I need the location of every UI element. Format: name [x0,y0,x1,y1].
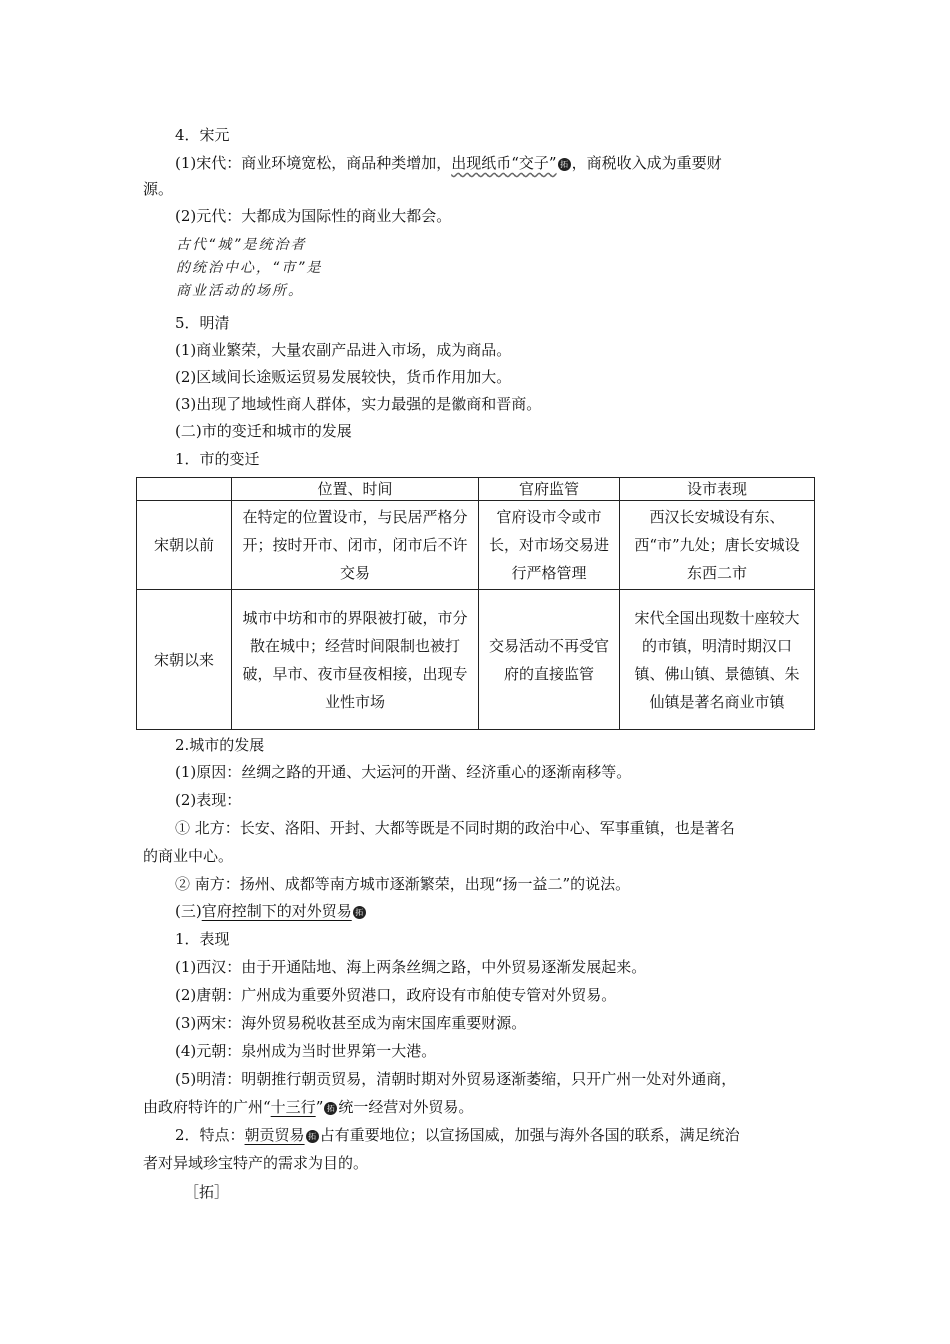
paragraph: (1)商业繁荣，大量农副产品进入市场，成为商品。 [175,341,512,359]
section-heading-song-yuan: 4．宋元 [175,126,230,144]
underlined-text: 朝贡贸易 [244,1126,305,1144]
table-row-label: 宋朝以前 [137,501,232,590]
sub-heading: 1．市的变迁 [175,450,260,468]
paragraph: ② 南方：扬州、成都等南方城市逐渐繁荣，出现“扬一益二”的说法。 [175,875,631,893]
table-cell: 交易活动不再受官府的直接监管 [479,590,620,730]
table-header-cell: 官府监管 [479,478,620,501]
paragraph: (3)出现了地域性商人群体，实力最强的是徽商和晋商。 [175,395,542,413]
handwritten-note-line: 商业活动的场所。 [176,283,304,299]
section-heading-ming-qing: 5．明清 [175,314,230,332]
paragraph-song: (1)宋代：商业环境宽松，商品种类增加，出现纸币“交子” 拓 ，商税收入成为重要财 [175,154,722,172]
paragraph: (2)表现： [175,791,242,809]
table-cell: 西汉长安城设有东、西“市”九处；唐长安城设东西二市 [620,501,815,590]
paragraph: (5)明清：明朝推行朝贡贸易，清朝时期对外贸易逐渐萎缩，只开广州一处对外通商， [175,1070,737,1088]
table-header-row [137,478,815,501]
wavy-underline-text: 出现纸币“交子” [451,154,557,172]
paragraph: (2)区域间长途贩运贸易发展较快，货币作用加大。 [175,368,512,386]
paragraph: (3)两宋：海外贸易税收甚至成为南宋国库重要财源。 [175,1014,527,1032]
paragraph: (4)元朝：泉州成为当时世界第一大港。 [175,1042,437,1060]
table-row [137,590,815,730]
expand-note-icon: 拓 [306,1130,319,1143]
table-cell: 在特定的位置设市，与民居严格分开；按时开市、闭市，闭市后不许交易 [232,501,479,590]
paragraph: 2．特点：朝贡贸易 拓 占有重要地位；以宣扬国威，加强与海外各国的联系，满足统治 [175,1126,740,1144]
underlined-text: 十三行 [270,1098,316,1116]
paragraph: (2)唐朝：广州成为重要外贸港口，政府设有市舶使专管对外贸易。 [175,986,617,1004]
part-heading: (三)官府控制下的对外贸易 拓 [175,900,845,922]
table-header-cell: 设市表现 [620,478,815,501]
table-cell: 宋代全国出现数十座较大的市镇，明清时期汉口镇、佛山镇、景德镇、朱仙镇是著名商业市镇 [620,590,815,730]
part-heading: (二)市的变迁和城市的发展 [175,422,352,440]
sub-heading: 1．表现 [175,930,230,948]
expand-footer-label: ［拓］ [184,1183,230,1201]
table-row [137,501,815,590]
expand-note-icon: 拓 [353,906,366,919]
paragraph-song-continued: 源。 [143,180,174,198]
table-row-label: 宋朝以来 [137,590,232,730]
paragraph-continued: 的商业中心。 [143,847,234,865]
paragraph-continued: 者对异域珍宝特产的需求为目的。 [143,1154,369,1172]
paragraph: ① 北方：长安、洛阳、开封、大都等既是不同时期的政治中心、军事重镇，也是著名 [175,819,735,837]
table-cell: 城市中坊和市的界限被打破，市分散在城中；经营时间限制也被打破，早市、夜市昼夜相接，出现专业性市场 [232,590,479,730]
table-header-cell: 位置、时间 [232,478,479,501]
paragraph: (1)西汉：由于开通陆地、海上两条丝绸之路，中外贸易逐渐发展起来。 [175,958,647,976]
paragraph: (1)原因：丝绸之路的开通、大运河的开凿、经济重心的逐渐南移等。 [175,763,632,781]
expand-note-icon: 拓 [324,1102,337,1115]
sub-heading: 2.城市的发展 [175,736,265,754]
table-header-cell [137,478,232,501]
underlined-text: 官府控制下的对外贸易 [201,902,352,920]
paragraph-yuan: (2)元代：大都成为国际性的商业大都会。 [175,207,452,225]
expand-note-icon: 拓 [558,158,571,171]
handwritten-note-line: 的统治中心，“市”是 [176,260,323,276]
handwritten-note-line: 古代“城”是统治者 [176,237,307,253]
market-change-table [136,477,815,730]
paragraph-continued: 由政府特许的广州“十三行” 拓 统一经营对外贸易。 [143,1098,474,1116]
table-cell: 官府设市令或市长，对市场交易进行严格管理 [479,501,620,590]
